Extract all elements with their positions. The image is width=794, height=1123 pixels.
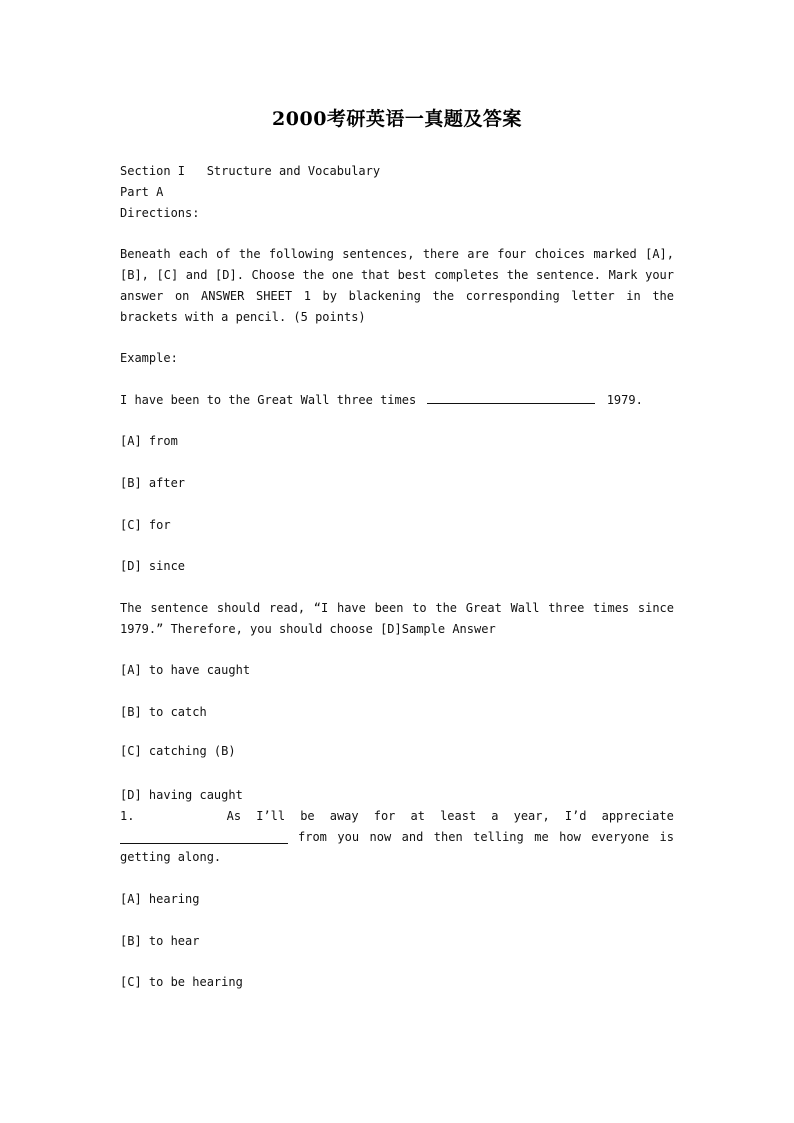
q1-option-c: [C] to be hearing xyxy=(120,975,243,989)
question-1-line-3: getting along. xyxy=(120,850,222,864)
example-stem-before: I have been to the Great Wall three times xyxy=(120,393,417,407)
q1-word: I’ll xyxy=(256,809,286,823)
question-1-line-1 xyxy=(120,806,674,827)
q1-word: for xyxy=(373,809,396,823)
q1-word: I’d xyxy=(564,809,587,823)
section-heading: Section I Structure and Vocabulary xyxy=(120,164,381,178)
directions-label: Directions: xyxy=(120,206,200,220)
example-option-b: [B] after xyxy=(120,476,186,490)
document-title: 2000考研英语一真题及答案 xyxy=(272,108,522,130)
sample-option-a: [A] to have caught xyxy=(120,663,251,677)
q1-word: at xyxy=(410,809,425,823)
q1-word: a xyxy=(491,809,499,823)
sample-option-d: [D] having caught xyxy=(120,788,243,802)
example-stem xyxy=(120,390,674,411)
explanation-text: The sentence should read, “I have been to the Great Wall three times since 1979.” Therefore, you should choose [D]Sample Answer xyxy=(120,601,674,636)
q1-word: be xyxy=(300,809,315,823)
directions-text: Beneath each of the following sentences, there are four choices marked [A], [B], [C] and [D]. Choose the one that best completes the sentence. Mark your answer on ANSWER SHEET 1 by blackening the corresponding letter in the brackets with a pencil. (5 points) xyxy=(120,247,674,324)
sample-option-b: [B] to catch xyxy=(120,705,207,719)
q1-word: away xyxy=(329,809,359,823)
example-option-c: [C] for xyxy=(120,518,171,532)
q1-option-b: [B] to hear xyxy=(120,934,200,948)
q1-word: year, xyxy=(513,809,550,823)
question-number: 1. xyxy=(120,809,135,823)
example-option-a: [A] from xyxy=(120,434,178,448)
example-stem-after: 1979. xyxy=(606,393,643,407)
q1-word: least xyxy=(440,809,477,823)
question-1-line-2 xyxy=(120,827,674,848)
q1-option-a: [A] hearing xyxy=(120,892,200,906)
example-label: Example: xyxy=(120,351,178,365)
q1-word: appreciate xyxy=(601,809,674,823)
answer-blank xyxy=(120,830,288,844)
q1-word: As xyxy=(226,809,242,823)
q1-line2-text: from you now and then telling me how everyone is xyxy=(298,830,674,844)
part-heading: Part A xyxy=(120,185,164,199)
answer-blank xyxy=(427,390,595,404)
example-option-d: [D] since xyxy=(120,559,186,573)
sample-option-c: [C] catching (B) xyxy=(120,744,236,758)
